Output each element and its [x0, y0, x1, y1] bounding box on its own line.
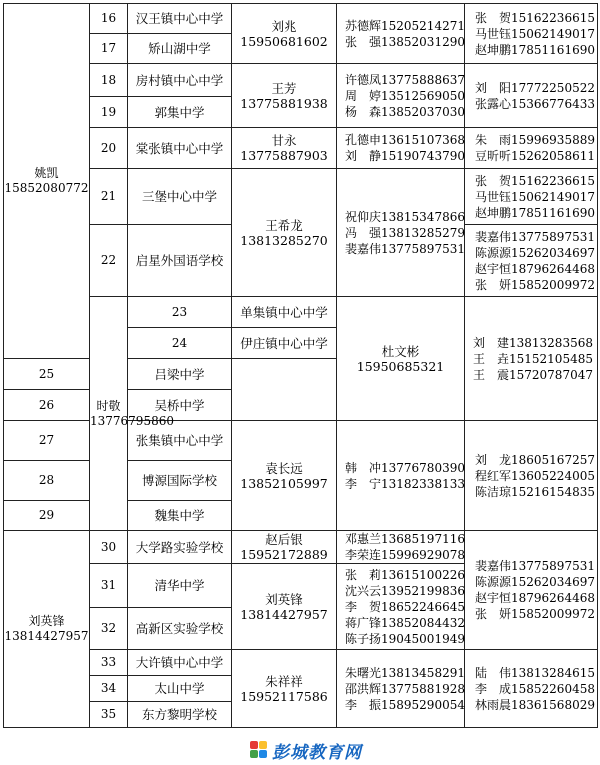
- staff-entry: 李 贺18652246645: [345, 599, 465, 614]
- school-number: 16: [90, 4, 128, 34]
- staff-entry: 张 强13852031290: [345, 34, 465, 49]
- staff-entry: 刘 建13813283568: [473, 335, 593, 350]
- school-name: 大学路实验学校: [128, 531, 232, 564]
- staff-entry: 朱曙光13813458291: [345, 665, 465, 680]
- assignment-table: [3, 3, 598, 728]
- staff-cell: [337, 564, 465, 650]
- school-name: 房村镇中心中学: [128, 64, 232, 97]
- group-leader-cell: [90, 297, 174, 531]
- school-name: 太山中学: [128, 676, 232, 702]
- staff-entry: 陈子扬19045001949: [345, 631, 465, 646]
- school-name: 矫山湖中学: [128, 34, 232, 64]
- staff-entry: 许德凤13775888637: [345, 72, 465, 87]
- staff2-entry: 裴嘉伟13775897531: [475, 559, 595, 573]
- table-row: [4, 531, 598, 564]
- staff2-entry: 林雨晨18361568029: [475, 697, 595, 712]
- staff2-entry: 赵坤鹏17851161690: [475, 42, 595, 57]
- coordinator-cell: [232, 650, 337, 728]
- school-number: 18: [90, 64, 128, 97]
- table-row: [4, 650, 598, 676]
- staff2-entry: 张 贺15162236615: [475, 173, 595, 188]
- staff2-entry: 张 妍15852009972: [475, 607, 595, 621]
- staff-cell: [465, 297, 598, 421]
- school-number: 17: [90, 34, 128, 64]
- staff-cell: [337, 169, 465, 297]
- coordinator-cell: [232, 169, 337, 297]
- staff-entry: 沈兴云13952199836: [345, 583, 465, 598]
- coordinator-name: 刘英锋: [265, 591, 303, 607]
- school-name: 吕梁中学: [128, 359, 232, 390]
- coordinator-cell: [232, 128, 337, 169]
- staff2-entry: 马世钰15062149017: [475, 26, 595, 41]
- coordinator-phone: 15952172889: [240, 547, 328, 562]
- school-name: 清华中学: [128, 564, 232, 608]
- school-number: 28: [4, 461, 90, 501]
- staff2-cell: [465, 64, 598, 128]
- staff2-cell: [465, 169, 598, 225]
- staff2-cell: [465, 4, 598, 64]
- staff2-entry: 裴嘉伟13775897531: [475, 229, 595, 244]
- coordinator-phone: 13814427957: [240, 606, 328, 622]
- staff-entry: 张 莉13615100226: [345, 567, 465, 582]
- school-name: 郭集中学: [128, 97, 232, 128]
- school-name: 博源国际学校: [128, 461, 232, 501]
- school-name: 三堡中心中学: [128, 169, 232, 225]
- coordinator-phone: 13775887903: [240, 148, 328, 163]
- staff2-cell: [465, 225, 598, 297]
- school-number: 25: [4, 359, 90, 390]
- staff-entry: 苏德辉15205214271: [345, 18, 465, 33]
- staff-entry: 邓惠兰13685197116: [345, 532, 465, 546]
- staff-entry: 蒋广锋13852084432: [345, 615, 465, 630]
- school-name: 高新区实验学校: [128, 608, 232, 650]
- staff2-entry: 陆 伟13813284615: [475, 665, 595, 680]
- staff-entry: 王 震15720787047: [473, 367, 593, 382]
- school-name: 单集镇中心中学: [232, 297, 337, 328]
- staff2-cell: [465, 128, 598, 169]
- coordinator-name: 袁长远: [265, 460, 303, 476]
- staff-entry: 王 垚15152105485: [473, 351, 593, 366]
- staff2-entry: 程红军13605224005: [475, 468, 595, 483]
- school-name: 张集镇中心中学: [128, 421, 232, 461]
- table-row: [4, 128, 598, 169]
- leader-name: 姚凯: [34, 166, 59, 180]
- leader-phone: 15852080772: [4, 181, 89, 195]
- coordinator-name: 王芳: [271, 80, 297, 96]
- coordinator-phone: 15950681602: [240, 33, 328, 49]
- coordinator-name: 刘兆: [271, 18, 297, 34]
- staff2-entry: 赵坤鹏17851161690: [475, 205, 595, 220]
- staff2-entry: 陈洁琼15216154835: [475, 484, 595, 499]
- coordinator-cell: [337, 297, 465, 421]
- staff2-cell: [465, 650, 598, 728]
- leader-phone: 13776795860: [90, 413, 174, 428]
- school-name: 吴桥中学: [128, 390, 232, 421]
- staff-entry: 祝仰庆13815347866: [345, 209, 465, 224]
- staff-cell: [337, 128, 465, 169]
- coordinator-cell: [232, 421, 337, 531]
- leader-name: 刘英锋: [28, 614, 65, 628]
- staff2-entry: 李 成15852260458: [475, 681, 595, 696]
- staff2-entry: 马世钰15062149017: [475, 189, 595, 204]
- table-row: [4, 64, 598, 97]
- coordinator-cell: [232, 64, 337, 128]
- staff-entry: 李荣连15996929078: [345, 548, 465, 562]
- school-number: 26: [4, 390, 90, 421]
- school-name: 启星外国语学校: [128, 225, 232, 297]
- leader-name: 时敬: [96, 398, 121, 413]
- staff2-entry: 陈源源15262034697: [475, 575, 595, 589]
- coordinator-name: 王希龙: [265, 217, 303, 233]
- staff2-entry: 张露心15366776433: [475, 96, 595, 111]
- coordinator-phone: 13852105997: [240, 475, 328, 491]
- school-number: 22: [90, 225, 128, 297]
- school-number: 32: [90, 608, 128, 650]
- staff-entry: 冯 强13813285279: [345, 225, 465, 240]
- coordinator-phone: 13813285270: [240, 232, 328, 248]
- coordinator-phone: 13775881938: [240, 95, 328, 111]
- staff-entry: 邵洪辉13775881928: [345, 681, 465, 696]
- site-watermark: [250, 738, 362, 762]
- school-number: 21: [90, 169, 128, 225]
- staff2-entry: 赵宇恒18796264468: [475, 591, 595, 605]
- school-name: 魏集中学: [128, 501, 232, 531]
- staff2-entry: 张 妍15852009972: [475, 277, 595, 292]
- staff2-cell: [465, 421, 598, 531]
- staff2-entry: 豆昕听15262058611: [475, 149, 595, 163]
- watermark-text: 彭城教育网: [272, 742, 362, 763]
- school-number: 24: [128, 328, 232, 359]
- school-number: 35: [90, 702, 128, 728]
- staff2-entry: 朱 雨15996935889: [475, 133, 595, 147]
- staff-entry: 李 振15895290054: [345, 697, 465, 712]
- coordinator-cell: [232, 531, 337, 564]
- coordinator-phone: 15950685321: [356, 358, 445, 374]
- school-number: 33: [90, 650, 128, 676]
- group-leader-cell: [4, 4, 90, 359]
- staff-entry: 周 婷13512569050: [345, 88, 465, 103]
- staff-entry: 裴嘉伟13775897531: [345, 241, 465, 256]
- leader-phone: 13814427957: [4, 629, 89, 643]
- school-number: 27: [4, 421, 90, 461]
- school-number: 20: [90, 128, 128, 169]
- coordinator-cell: [232, 564, 337, 650]
- school-number: 34: [90, 676, 128, 702]
- staff2-entry: 刘 龙18605167257: [475, 452, 595, 467]
- coordinator-name: 朱祥祥: [265, 673, 303, 689]
- table-row: [4, 169, 598, 225]
- staff2-entry: 陈源源15262034697: [475, 245, 595, 260]
- school-name: 东方黎明学校: [128, 702, 232, 728]
- group-leader-cell: [4, 531, 90, 728]
- book-logo-icon: [250, 741, 268, 759]
- staff-entry: 孔德申13615107368: [345, 133, 465, 147]
- coordinator-name: 杜文彬: [381, 343, 420, 359]
- school-name: 棠张镇中心中学: [128, 128, 232, 169]
- staff-cell: [337, 531, 465, 564]
- school-name: 汉王镇中心中学: [128, 4, 232, 34]
- staff-cell: [337, 4, 465, 64]
- staff-cell: [337, 650, 465, 728]
- school-number: 31: [90, 564, 128, 608]
- coordinator-phone: 15952117586: [240, 688, 328, 704]
- staff-entry: 杨 森13852037030: [345, 104, 465, 119]
- staff2-cell: [465, 531, 598, 650]
- school-number: 29: [4, 501, 90, 531]
- coordinator-name: 甘永: [271, 133, 297, 148]
- school-number: 30: [90, 531, 128, 564]
- table-row: [4, 4, 598, 34]
- coordinator-cell: [232, 4, 337, 64]
- staff2-entry: 刘 阳17772250522: [475, 80, 595, 95]
- staff-entry: 刘 静15190743790: [345, 149, 465, 163]
- school-number: 23: [128, 297, 232, 328]
- school-name: 伊庄镇中心中学: [232, 328, 337, 359]
- staff2-entry: 赵宇恒18796264468: [475, 261, 595, 276]
- staff-entry: 韩 冲13776780390: [345, 460, 465, 475]
- coordinator-name: 赵后银: [265, 532, 303, 547]
- staff-cell: [337, 421, 465, 531]
- staff-cell: [337, 64, 465, 128]
- school-number: 19: [90, 97, 128, 128]
- staff2-entry: 张 贺15162236615: [475, 10, 595, 25]
- table-row: [4, 297, 598, 328]
- staff-entry: 李 宁13182338133: [345, 476, 465, 491]
- school-name: 大许镇中心中学: [128, 650, 232, 676]
